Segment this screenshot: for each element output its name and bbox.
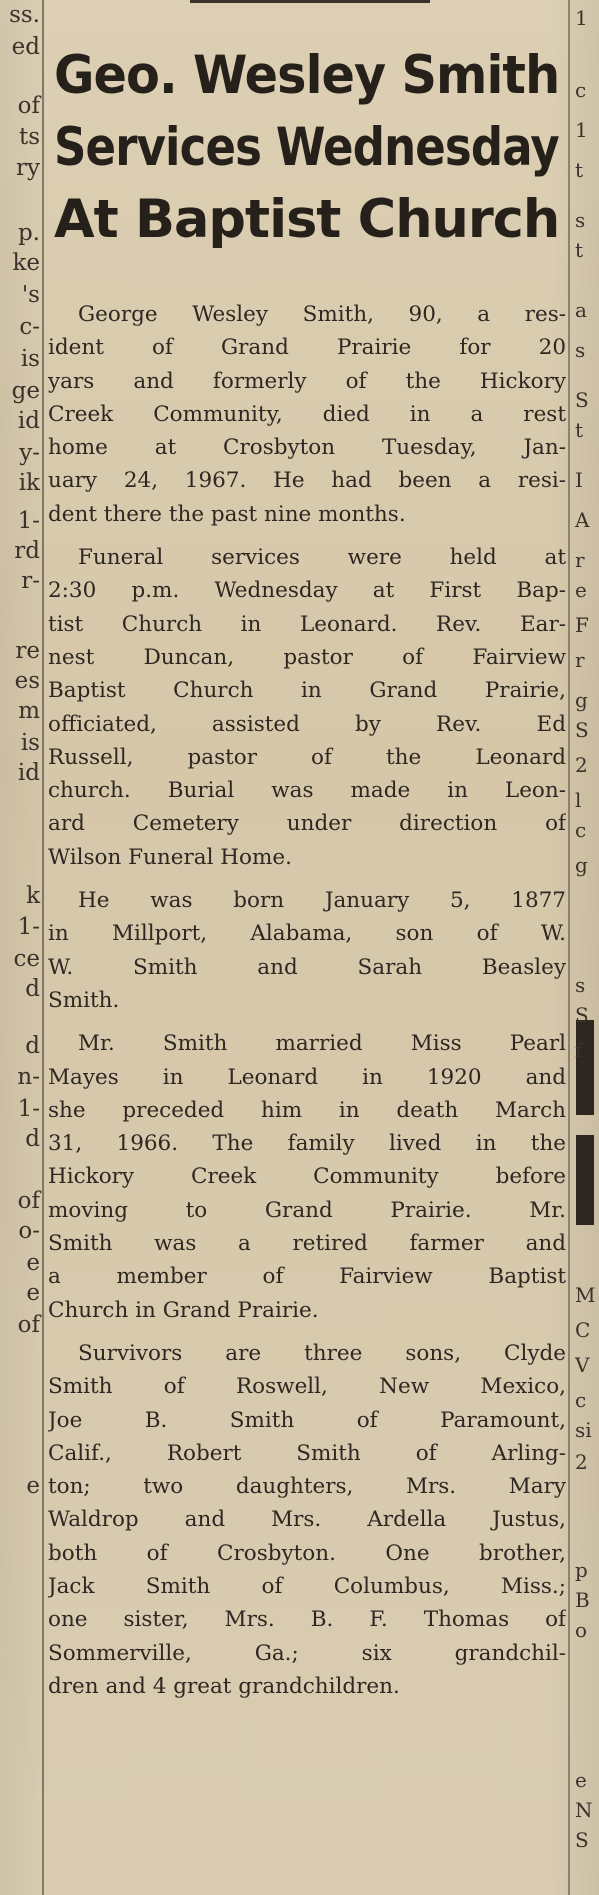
article-line: Creek Community, died in a rest bbox=[48, 401, 566, 427]
left-column-fragment: ik bbox=[18, 470, 40, 496]
article-line: Calif., Robert Smith of Arling- bbox=[48, 1440, 566, 1466]
article-line: W. Smith and Sarah Beasley bbox=[48, 954, 566, 980]
left-column-fragment: of bbox=[17, 1188, 40, 1214]
right-column-fragment: l bbox=[575, 788, 582, 812]
right-column-fragment: si bbox=[575, 1418, 592, 1442]
article-line: ident of Grand Prairie for 20 bbox=[48, 335, 566, 361]
article-line: 2:30 p.m. Wednesday at First Bap- bbox=[48, 578, 566, 604]
article-line: moving to Grand Prairie. Mr. bbox=[48, 1197, 566, 1223]
left-column-fragment: id bbox=[17, 408, 40, 434]
left-column-fragment: o- bbox=[18, 1218, 40, 1244]
article-line: Smith of Roswell, New Mexico, bbox=[48, 1374, 566, 1400]
left-column-fragment: 1- bbox=[17, 914, 40, 940]
right-column-fragment: C bbox=[575, 1318, 591, 1342]
left-column-fragment: e bbox=[26, 1250, 40, 1276]
left-column-fragment: ge bbox=[11, 378, 40, 404]
right-column-fragment: g bbox=[575, 688, 588, 712]
right-column-fragment: S bbox=[575, 718, 589, 742]
left-column-fragment: p. bbox=[17, 220, 40, 246]
right-column-fragment: r bbox=[575, 648, 585, 672]
article-line: Jack Smith of Columbus, Miss.; bbox=[48, 1573, 566, 1599]
left-column-fragment: 1- bbox=[17, 1096, 40, 1122]
article-paragraph bbox=[48, 1027, 566, 1327]
article-paragraph bbox=[48, 298, 566, 531]
adjacent-right-column bbox=[572, 0, 599, 1895]
article-paragraph bbox=[48, 884, 566, 1017]
right-column-fragment: 2 bbox=[575, 753, 588, 777]
left-column-fragment: es bbox=[14, 668, 40, 694]
right-column-fragment: V bbox=[575, 1353, 590, 1377]
left-column-fragment: ry bbox=[16, 155, 40, 181]
right-column-headline-fragment-1 bbox=[576, 1020, 594, 1115]
top-rule bbox=[190, 0, 430, 3]
right-column-fragment: e bbox=[575, 1768, 587, 1792]
article-line: a member of Fairview Baptist bbox=[48, 1264, 566, 1290]
right-column-fragment: S bbox=[575, 388, 589, 412]
left-column-fragment: ce bbox=[13, 946, 40, 972]
headline-line-1: Geo. Wesley Smith bbox=[54, 45, 560, 106]
right-column-fragment: t bbox=[575, 238, 584, 262]
right-column-fragment: s bbox=[575, 208, 586, 232]
right-column-fragment: p bbox=[575, 1558, 588, 1582]
left-column-fragment: id bbox=[17, 760, 40, 786]
left-column-fragment: rd bbox=[14, 538, 40, 564]
left-column-fragment: 's bbox=[21, 282, 40, 308]
left-column-fragment: e bbox=[26, 1473, 40, 1499]
left-column-fragment: m bbox=[18, 698, 40, 724]
left-column-fragment: 1- bbox=[17, 508, 40, 534]
article-line: ton; two daughters, Mrs. Mary bbox=[48, 1474, 566, 1500]
left-column-fragment: d bbox=[25, 1033, 40, 1059]
left-column-fragment: d bbox=[25, 1126, 40, 1152]
article-line: Hickory Creek Community before bbox=[48, 1164, 566, 1190]
article-line: tist Church in Leonard. Rev. Ear- bbox=[48, 611, 566, 637]
right-column-fragment: S bbox=[575, 1003, 589, 1027]
left-column-fragment: ss. bbox=[9, 2, 40, 28]
right-column-fragment: c bbox=[575, 78, 587, 102]
article-line: home at Crosbyton Tuesday, Jan- bbox=[48, 435, 566, 461]
right-column-fragment: A bbox=[575, 508, 590, 532]
article-paragraph bbox=[48, 541, 566, 874]
article-line: Smith was a retired farmer and bbox=[48, 1231, 566, 1257]
article-line: she preceded him in death March bbox=[48, 1097, 566, 1123]
article-line: officiated, assisted by Rev. Ed bbox=[48, 711, 566, 737]
left-column-fragment: of bbox=[17, 93, 40, 119]
column-rule-left bbox=[42, 0, 44, 1895]
article-line: dent there the past nine months. bbox=[48, 501, 406, 527]
left-column-fragment: ke bbox=[12, 250, 40, 276]
left-column-fragment: ts bbox=[18, 124, 40, 150]
right-column-fragment: M bbox=[575, 1283, 596, 1307]
article-line: Sommerville, Ga.; six grandchil- bbox=[48, 1640, 566, 1666]
right-column-fragment: e bbox=[575, 578, 587, 602]
article-line: Wilson Funeral Home. bbox=[48, 844, 292, 870]
headline-line-2: Services Wednesday bbox=[54, 117, 559, 178]
article-line: Russell, pastor of the Leonard bbox=[48, 744, 566, 770]
article-line: Funeral services were held at bbox=[78, 545, 566, 571]
right-column-fragment: s bbox=[575, 973, 586, 997]
article-line: 31, 1966. The family lived in the bbox=[48, 1131, 566, 1157]
right-column-fragment: s bbox=[575, 338, 586, 362]
article-line: ard Cemetery under direction of bbox=[48, 811, 566, 837]
adjacent-left-column bbox=[0, 0, 42, 1895]
left-column-fragment: is bbox=[20, 730, 40, 756]
left-column-fragment: y- bbox=[19, 440, 40, 466]
article-line: Mr. Smith married Miss Pearl bbox=[78, 1031, 566, 1057]
right-column-fragment: B bbox=[575, 1588, 590, 1612]
right-column-fragment: t bbox=[575, 418, 584, 442]
right-column-fragment: S bbox=[575, 1828, 589, 1852]
right-column-fragment: 1 bbox=[575, 6, 588, 30]
column-rule-right bbox=[568, 0, 570, 1895]
headline bbox=[54, 40, 564, 256]
right-column-fragment: 2 bbox=[575, 1450, 588, 1474]
left-column-fragment: c- bbox=[19, 314, 40, 340]
right-column-fragment: a bbox=[575, 298, 587, 322]
article-line: yars and formerly of the Hickory bbox=[48, 368, 566, 394]
article-body bbox=[48, 298, 566, 1713]
right-column-fragment: I bbox=[575, 468, 583, 492]
article-line: nest Duncan, pastor of Fairview bbox=[48, 644, 566, 670]
article-line: Survivors are three sons, Clyde bbox=[78, 1340, 566, 1366]
article-line: church. Burial was made in Leon- bbox=[48, 778, 566, 804]
article-line: one sister, Mrs. B. F. Thomas of bbox=[48, 1607, 566, 1633]
headline-line-3: At Baptist Church bbox=[54, 189, 560, 250]
article-line: both of Crosbyton. One brother, bbox=[48, 1540, 566, 1566]
article-line: Smith. bbox=[48, 987, 120, 1013]
left-column-fragment: d bbox=[25, 976, 40, 1002]
article-line: George Wesley Smith, 90, a res- bbox=[78, 302, 566, 327]
left-column-fragment: k bbox=[26, 883, 40, 909]
article-line: He was born January 5, 1877 bbox=[78, 888, 566, 914]
article-line: dren and 4 great grandchildren. bbox=[48, 1673, 400, 1699]
right-column-fragment: c bbox=[575, 818, 587, 842]
right-column-fragment: o bbox=[575, 1618, 588, 1642]
right-column-fragment: F bbox=[575, 613, 589, 637]
article-paragraph bbox=[48, 1337, 566, 1703]
article-line: Joe B. Smith of Paramount, bbox=[48, 1407, 566, 1433]
article-line: Baptist Church in Grand Prairie, bbox=[48, 678, 566, 704]
left-column-fragment: ed bbox=[11, 34, 40, 60]
right-column-fragment: 1 bbox=[575, 118, 588, 142]
right-column-fragment: r bbox=[575, 548, 585, 572]
right-column-fragment: c bbox=[575, 1388, 587, 1412]
article-line: Church in Grand Prairie. bbox=[48, 1297, 319, 1323]
article-line: uary 24, 1967. He had been a resi- bbox=[48, 468, 566, 494]
left-column-fragment: r- bbox=[21, 568, 40, 594]
article-line: Waldrop and Mrs. Ardella Justus, bbox=[48, 1507, 566, 1533]
article-line: Mayes in Leonard in 1920 and bbox=[48, 1064, 566, 1090]
left-column-fragment: is bbox=[20, 346, 40, 372]
left-column-fragment: n- bbox=[17, 1064, 40, 1090]
left-column-fragment: e bbox=[26, 1280, 40, 1306]
right-column-fragment: g bbox=[575, 853, 588, 877]
right-column-headline-fragment-2 bbox=[576, 1135, 594, 1225]
left-column-fragment: of bbox=[17, 1312, 40, 1338]
right-column-fragment: f bbox=[575, 1038, 583, 1062]
right-column-fragment: t bbox=[575, 158, 584, 182]
article-line: in Millport, Alabama, son of W. bbox=[48, 921, 566, 947]
left-column-fragment: re bbox=[15, 638, 40, 664]
right-column-fragment: N bbox=[575, 1798, 593, 1822]
